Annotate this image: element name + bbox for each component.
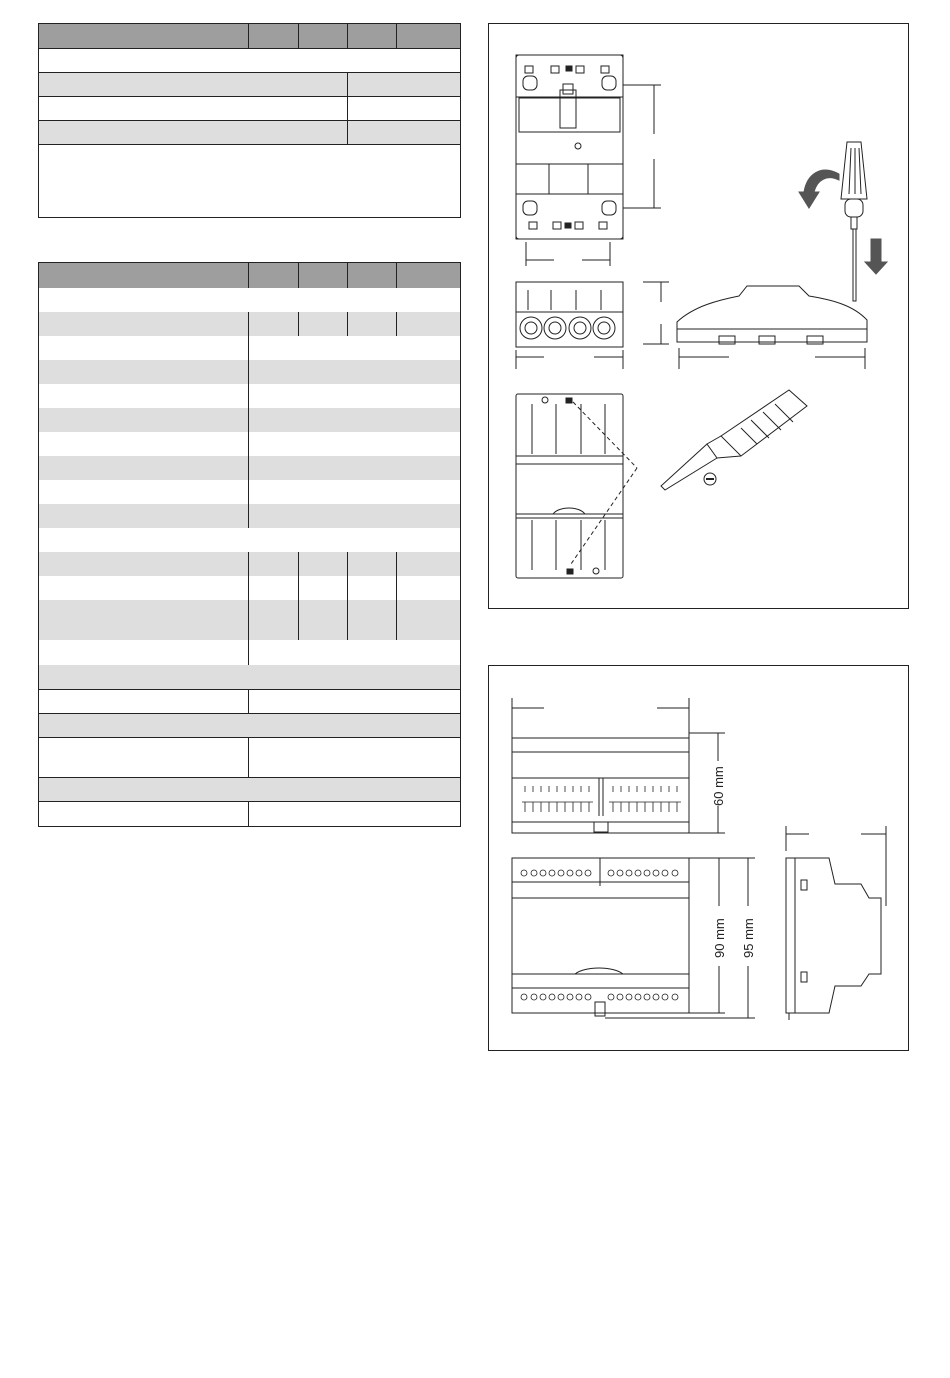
- table1-row: [39, 48, 460, 72]
- device-plan-view: [512, 738, 689, 833]
- screwdriver-icon: [841, 142, 867, 301]
- table2-row: [39, 504, 460, 528]
- minus-circle-icon: [704, 473, 716, 485]
- device-side-profile: [786, 826, 886, 1020]
- table2-row: [39, 456, 460, 480]
- mounting-figure-frame: [488, 23, 909, 609]
- mounting-illustration: [489, 24, 908, 608]
- table2-row: [39, 384, 460, 408]
- down-arrow-icon: [865, 239, 887, 274]
- rotate-arrow-icon: [799, 170, 839, 208]
- table1-row: [39, 120, 460, 144]
- table2-row: [39, 552, 460, 576]
- device-front-view: [516, 282, 623, 369]
- device-side-view: [643, 282, 867, 369]
- table2-row: [39, 640, 460, 665]
- device-front-view-large: [512, 858, 689, 1016]
- spec-table-1: [38, 23, 461, 218]
- table2-row: [39, 336, 460, 360]
- height-inner-label: 60 mm: [711, 766, 726, 806]
- dimensions-illustration: [489, 666, 908, 1050]
- dimensions-figure-frame: [488, 665, 909, 1051]
- height-body-label: 90 mm: [712, 918, 727, 958]
- table2-row: [39, 408, 460, 432]
- table2-row: [39, 576, 460, 600]
- table2-section-row: [39, 713, 460, 737]
- table2-row: [39, 801, 460, 826]
- device-top-view: [516, 55, 661, 266]
- table2-section-row: [39, 288, 460, 312]
- table1-row: [39, 72, 460, 96]
- table2-section-row: [39, 777, 460, 801]
- screwdriver-icon: [661, 390, 807, 490]
- table2-section-row: [39, 528, 460, 552]
- table2-section-row: [39, 665, 460, 689]
- table2-row: [39, 480, 460, 504]
- table2-header-row: [39, 263, 460, 288]
- table2-row: [39, 432, 460, 456]
- table2-row: [39, 689, 460, 713]
- table2-row: [39, 737, 460, 777]
- table1-notes-row: [39, 144, 460, 217]
- table2-row: [39, 600, 460, 640]
- table1-row: [39, 96, 460, 120]
- table2-row: [39, 360, 460, 384]
- height-total-label: 95 mm: [741, 918, 756, 958]
- table1-header-row: [39, 24, 460, 48]
- table2-row: [39, 312, 460, 336]
- device-removal-view: [516, 394, 637, 578]
- spec-table-2: [38, 262, 461, 827]
